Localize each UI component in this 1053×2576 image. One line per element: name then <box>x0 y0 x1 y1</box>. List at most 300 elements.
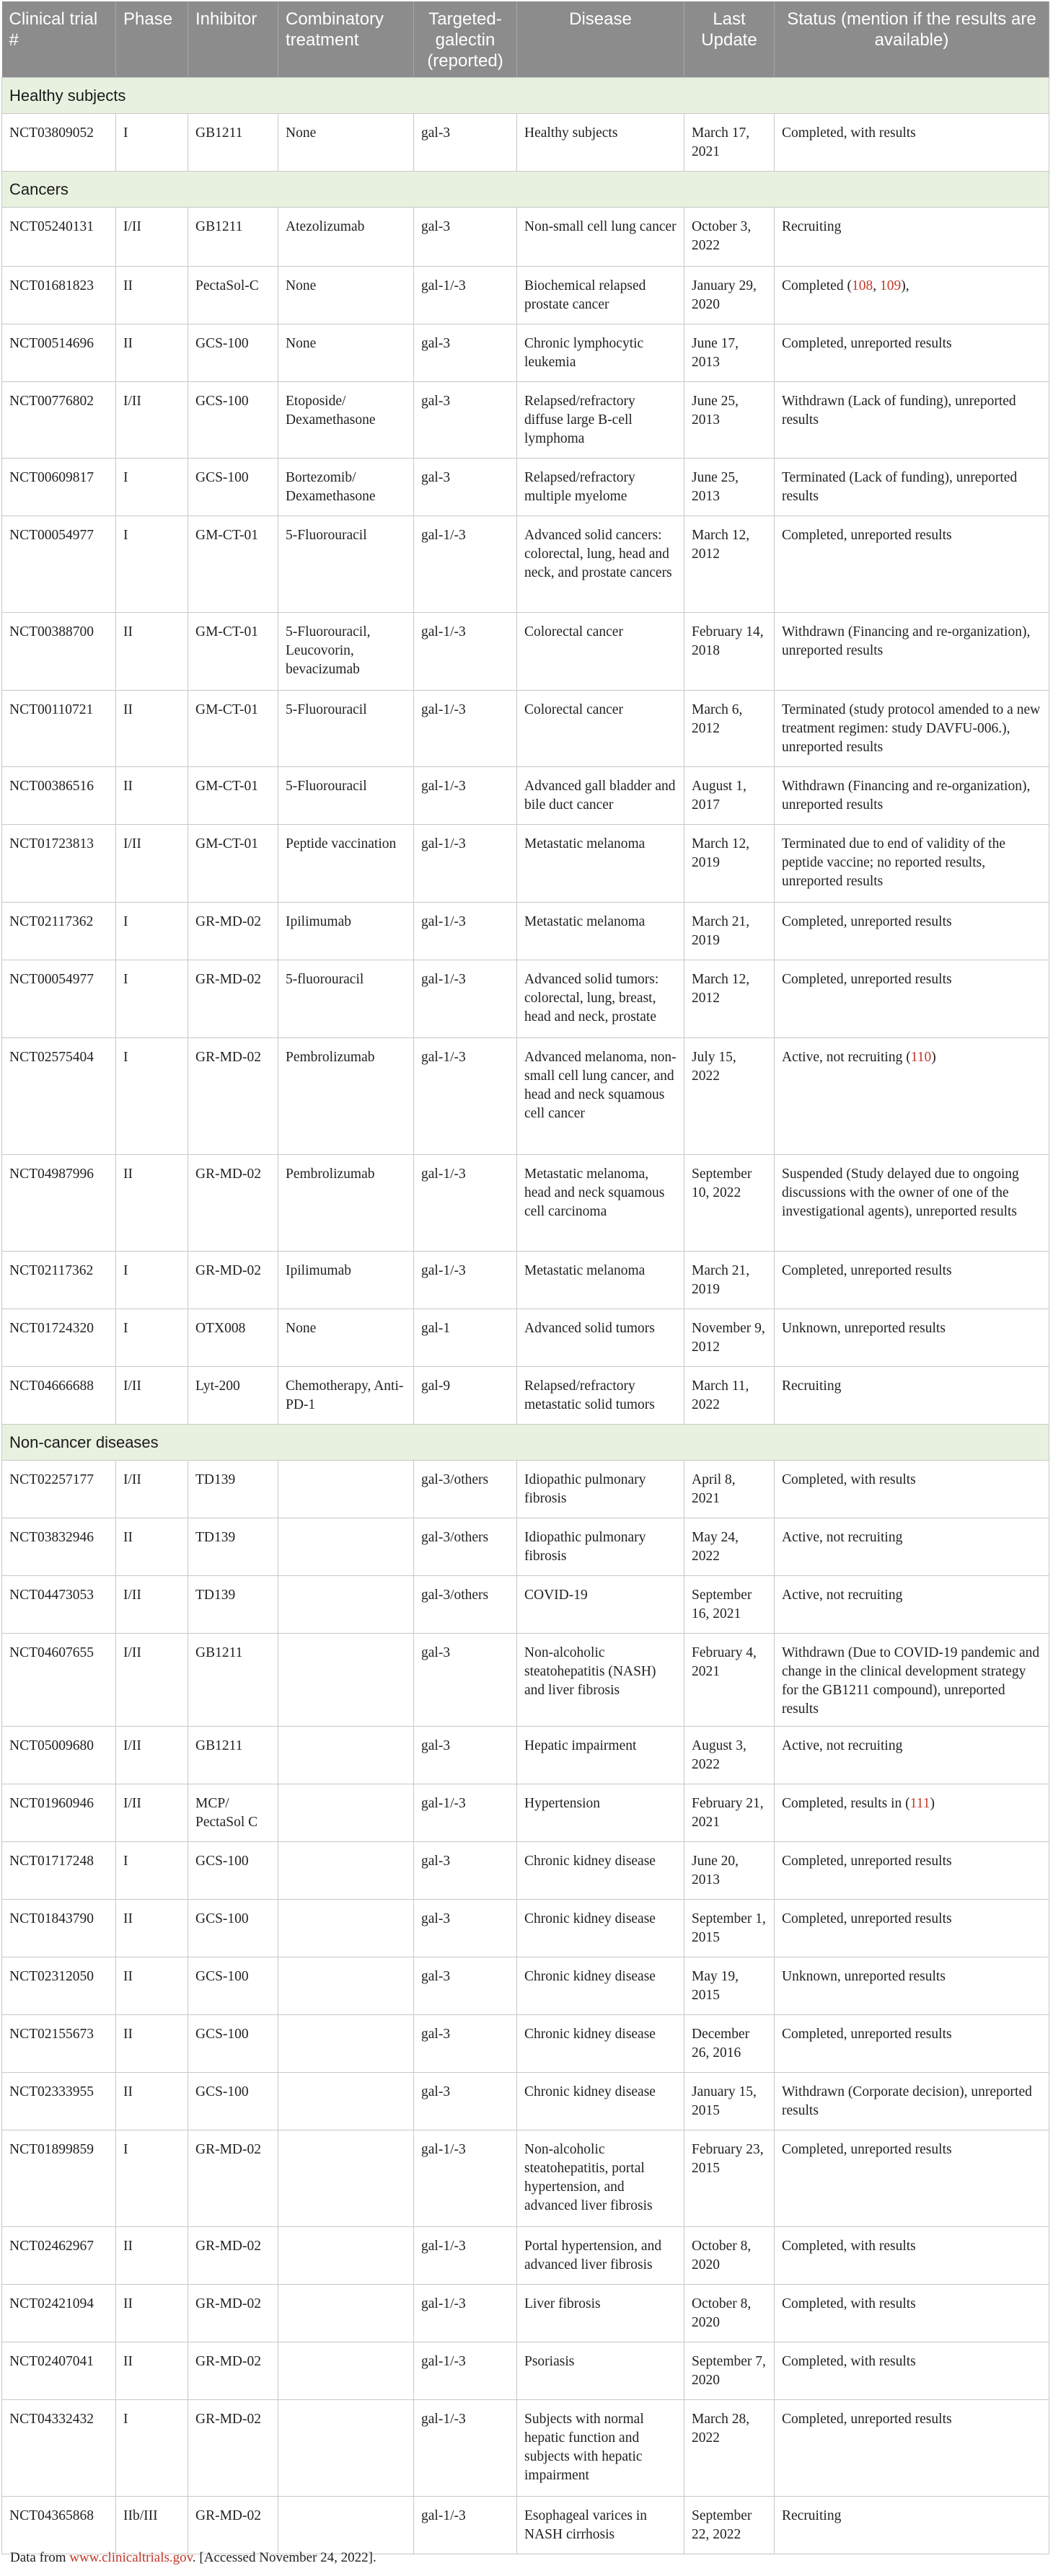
cell-phase: II <box>116 767 188 825</box>
cell-targeted-galectin: gal-3 <box>414 1727 517 1784</box>
reference-link[interactable]: 111 <box>909 1796 930 1811</box>
table-row <box>2 2285 1049 2342</box>
cell-status: Recruiting <box>775 1367 1049 1425</box>
cell-status: Completed, unreported results <box>775 1900 1049 1957</box>
table-row <box>2 1461 1049 1518</box>
cell-targeted-galectin: gal-1/-3 <box>414 1038 517 1155</box>
cell-disease: Non-small cell lung cancer <box>517 208 684 267</box>
cell-disease: Advanced melanoma, non-small cell lung cancer, and head and neck squamous cell cancer <box>517 1038 684 1155</box>
header-targeted-galectin: Targeted-galectin (reported) <box>414 1 517 78</box>
cell-combinatory-treatment: 5-Fluorouracil <box>278 767 414 825</box>
cell-status: Unknown, unreported results <box>775 1957 1049 2015</box>
cell-last-update: October 8, 2020 <box>684 2285 775 2342</box>
cell-status: Completed, with results <box>775 114 1049 172</box>
table-row <box>2 1252 1049 1309</box>
header-phase: Phase <box>116 1 188 78</box>
cell-inhibitor: GM-CT-01 <box>188 516 278 613</box>
cell-phase: II <box>116 2285 188 2342</box>
cell-last-update: February 14, 2018 <box>684 613 775 691</box>
cell-combinatory-treatment <box>278 1518 414 1576</box>
cell-trial-id: NCT05240131 <box>2 208 116 267</box>
cell-status: Withdrawn (Due to COVID-19 pandemic and change in the clinical development strategy for the GB1211 compound), unreported results <box>775 1634 1049 1727</box>
cell-disease: Relapsed/refractory diffuse large B-cell lymphoma <box>517 382 684 459</box>
table-row <box>2 960 1049 1038</box>
cell-combinatory-treatment <box>278 2400 414 2497</box>
cell-trial-id: NCT04987996 <box>2 1155 116 1252</box>
cell-trial-id: NCT05009680 <box>2 1727 116 1784</box>
cell-status: Recruiting <box>775 2497 1049 2554</box>
cell-last-update: January 29, 2020 <box>684 267 775 324</box>
cell-phase: II <box>116 1957 188 2015</box>
cell-combinatory-treatment <box>278 1957 414 2015</box>
cell-trial-id: NCT04365868 <box>2 2497 116 2554</box>
cell-trial-id: NCT01717248 <box>2 1842 116 1900</box>
cell-combinatory-treatment <box>278 1461 414 1518</box>
cell-status: Active, not recruiting <box>775 1518 1049 1576</box>
cell-combinatory-treatment <box>278 1900 414 1957</box>
cell-last-update: March 6, 2012 <box>684 691 775 767</box>
cell-status <box>775 267 1049 324</box>
cell-last-update: December 26, 2016 <box>684 2015 775 2073</box>
cell-trial-id: NCT01681823 <box>2 267 116 324</box>
cell-trial-id: NCT01960946 <box>2 1784 116 1842</box>
section-title: Healthy subjects <box>2 78 1049 114</box>
header-disease: Disease <box>517 1 684 78</box>
cell-phase: I <box>116 1842 188 1900</box>
cell-combinatory-treatment: 5-Fluorouracil <box>278 691 414 767</box>
table-row <box>2 324 1049 382</box>
cell-targeted-galectin: gal-1/-3 <box>414 1252 517 1309</box>
cell-combinatory-treatment <box>278 2073 414 2130</box>
cell-targeted-galectin: gal-3 <box>414 324 517 382</box>
table-row <box>2 516 1049 613</box>
cell-phase: IIb/III <box>116 2497 188 2554</box>
cell-status: Completed, with results <box>775 2285 1049 2342</box>
cell-inhibitor: GM-CT-01 <box>188 767 278 825</box>
cell-status: Completed, unreported results <box>775 2015 1049 2073</box>
table-row <box>2 459 1049 516</box>
cell-last-update: November 9, 2012 <box>684 1309 775 1367</box>
footnote-suffix: . [Accessed November 24, 2022]. <box>192 2550 376 2565</box>
cell-targeted-galectin: gal-1/-3 <box>414 2342 517 2400</box>
cell-phase: II <box>116 1518 188 1576</box>
cell-combinatory-treatment: Atezolizumab <box>278 208 414 267</box>
cell-inhibitor: GCS-100 <box>188 459 278 516</box>
footnote-link[interactable]: www.clinicaltrials.gov <box>69 2550 193 2565</box>
cell-trial-id: NCT03832946 <box>2 1518 116 1576</box>
cell-targeted-galectin: gal-1/-3 <box>414 2497 517 2554</box>
header-combinatory-treatment: Combinatory treatment <box>278 1 414 78</box>
cell-trial-id: NCT00776802 <box>2 382 116 459</box>
table-row <box>2 1900 1049 1957</box>
cell-inhibitor: TD139 <box>188 1576 278 1634</box>
cell-last-update: June 17, 2013 <box>684 324 775 382</box>
table-row <box>2 1367 1049 1425</box>
cell-disease: Colorectal cancer <box>517 691 684 767</box>
cell-status: Withdrawn (Financing and re-organization), unreported results <box>775 767 1049 825</box>
cell-status: Terminated (Lack of funding), unreported results <box>775 459 1049 516</box>
footnote <box>10 2550 376 2566</box>
cell-status <box>775 1784 1049 1842</box>
cell-last-update: May 19, 2015 <box>684 1957 775 2015</box>
cell-trial-id: NCT00386516 <box>2 767 116 825</box>
cell-targeted-galectin: gal-3 <box>414 1900 517 1957</box>
cell-last-update: October 3, 2022 <box>684 208 775 267</box>
cell-targeted-galectin: gal-1/-3 <box>414 516 517 613</box>
reference-link[interactable]: 110 <box>910 1050 932 1065</box>
cell-targeted-galectin: gal-3 <box>414 2015 517 2073</box>
cell-disease: Chronic kidney disease <box>517 1900 684 1957</box>
cell-combinatory-treatment: Etoposide/ Dexamethasone <box>278 382 414 459</box>
cell-combinatory-treatment: Ipilimumab <box>278 1252 414 1309</box>
cell-disease: Advanced gall bladder and bile duct cancer <box>517 767 684 825</box>
cell-trial-id: NCT02257177 <box>2 1461 116 1518</box>
cell-targeted-galectin: gal-1/-3 <box>414 2130 517 2227</box>
cell-targeted-galectin: gal-3 <box>414 1957 517 2015</box>
cell-status: Withdrawn (Lack of funding), unreported results <box>775 382 1049 459</box>
cell-last-update: September 7, 2020 <box>684 2342 775 2400</box>
cell-inhibitor: PectaSol-C <box>188 267 278 324</box>
table-row <box>2 613 1049 691</box>
table-row <box>2 1038 1049 1155</box>
cell-inhibitor: GCS-100 <box>188 1957 278 2015</box>
cell-disease: Chronic kidney disease <box>517 1957 684 2015</box>
cell-targeted-galectin: gal-1/-3 <box>414 2285 517 2342</box>
table-body <box>2 78 1049 2554</box>
cell-combinatory-treatment: None <box>278 1309 414 1367</box>
cell-last-update: September 22, 2022 <box>684 2497 775 2554</box>
cell-status: Unknown, unreported results <box>775 1309 1049 1367</box>
table-row <box>2 1155 1049 1252</box>
cell-combinatory-treatment: Peptide vaccination <box>278 825 414 903</box>
cell-status: Withdrawn (Corporate decision), unreported results <box>775 2073 1049 2130</box>
table-row <box>2 2497 1049 2554</box>
cell-phase: I/II <box>116 825 188 903</box>
table-row <box>2 1309 1049 1367</box>
cell-last-update: February 23, 2015 <box>684 2130 775 2227</box>
cell-combinatory-treatment <box>278 2285 414 2342</box>
cell-phase: II <box>116 2015 188 2073</box>
cell-inhibitor: GCS-100 <box>188 2015 278 2073</box>
cell-status: Completed, unreported results <box>775 2130 1049 2227</box>
cell-disease: Liver fibrosis <box>517 2285 684 2342</box>
cell-targeted-galectin: gal-9 <box>414 1367 517 1425</box>
cell-disease: Relapsed/refractory metastatic solid tumors <box>517 1367 684 1425</box>
cell-status: Suspended (Study delayed due to ongoing discussions with the owner of one of the investigational agents), unreported results <box>775 1155 1049 1252</box>
cell-disease: Relapsed/refractory multiple myelome <box>517 459 684 516</box>
cell-inhibitor: GR-MD-02 <box>188 903 278 960</box>
header-inhibitor: Inhibitor <box>188 1 278 78</box>
cell-inhibitor: TD139 <box>188 1518 278 1576</box>
cell-targeted-galectin: gal-3 <box>414 1842 517 1900</box>
cell-status: Completed, unreported results <box>775 1252 1049 1309</box>
cell-combinatory-treatment: None <box>278 267 414 324</box>
cell-status: Completed, unreported results <box>775 903 1049 960</box>
cell-inhibitor: GR-MD-02 <box>188 2130 278 2227</box>
cell-status: Completed, unreported results <box>775 516 1049 613</box>
cell-phase: I/II <box>116 1576 188 1634</box>
cell-last-update: April 8, 2021 <box>684 1461 775 1518</box>
cell-inhibitor: GB1211 <box>188 114 278 172</box>
cell-targeted-galectin: gal-1/-3 <box>414 267 517 324</box>
header-trial: Clinical trial # <box>2 1 116 78</box>
table-row <box>2 1518 1049 1576</box>
reference-link[interactable]: 109 <box>879 278 902 293</box>
cell-disease: Biochemical relapsed prostate cancer <box>517 267 684 324</box>
cell-targeted-galectin: gal-3 <box>414 459 517 516</box>
table-row <box>2 382 1049 459</box>
cell-phase: I/II <box>116 1367 188 1425</box>
cell-trial-id: NCT02312050 <box>2 1957 116 2015</box>
reference-link[interactable]: 108 <box>851 278 873 293</box>
status-text: , <box>873 278 880 293</box>
cell-status: Completed, unreported results <box>775 2400 1049 2497</box>
cell-last-update: March 21, 2019 <box>684 1252 775 1309</box>
cell-phase: II <box>116 613 188 691</box>
cell-status <box>775 1038 1049 1155</box>
cell-disease: Subjects with normal hepatic function and subjects with hepatic impairment <box>517 2400 684 2497</box>
table-row <box>2 2073 1049 2130</box>
cell-status: Active, not recruiting <box>775 1576 1049 1634</box>
cell-status: Completed, unreported results <box>775 960 1049 1038</box>
cell-trial-id: NCT04332432 <box>2 2400 116 2497</box>
cell-status: Active, not recruiting <box>775 1727 1049 1784</box>
cell-targeted-galectin: gal-1/-3 <box>414 1155 517 1252</box>
cell-phase: II <box>116 1155 188 1252</box>
cell-targeted-galectin: gal-1/-3 <box>414 825 517 903</box>
header-status: Status (mention if the results are available) <box>775 1 1049 78</box>
cell-phase: I/II <box>116 1634 188 1727</box>
cell-phase: I <box>116 960 188 1038</box>
cell-trial-id: NCT02155673 <box>2 2015 116 2073</box>
cell-trial-id: NCT02421094 <box>2 2285 116 2342</box>
cell-disease: Chronic lymphocytic leukemia <box>517 324 684 382</box>
cell-trial-id: NCT00609817 <box>2 459 116 516</box>
cell-status: Completed, with results <box>775 2342 1049 2400</box>
cell-combinatory-treatment <box>278 1634 414 1727</box>
cell-inhibitor: Lyt-200 <box>188 1367 278 1425</box>
cell-combinatory-treatment <box>278 1842 414 1900</box>
cell-disease: Chronic kidney disease <box>517 2073 684 2130</box>
table-row <box>2 1784 1049 1842</box>
cell-disease: Chronic kidney disease <box>517 2015 684 2073</box>
cell-disease: Chronic kidney disease <box>517 1842 684 1900</box>
status-text: Completed, results in ( <box>782 1796 910 1811</box>
cell-last-update: September 10, 2022 <box>684 1155 775 1252</box>
cell-combinatory-treatment: Pembrolizumab <box>278 1155 414 1252</box>
cell-phase: I <box>116 2130 188 2227</box>
cell-phase: I <box>116 1038 188 1155</box>
cell-disease: Idiopathic pulmonary fibrosis <box>517 1461 684 1518</box>
status-text: ), <box>901 278 909 293</box>
cell-combinatory-treatment: 5-fluorouracil <box>278 960 414 1038</box>
table-row <box>2 1842 1049 1900</box>
cell-last-update: September 1, 2015 <box>684 1900 775 1957</box>
cell-last-update: June 20, 2013 <box>684 1842 775 1900</box>
cell-combinatory-treatment <box>278 2227 414 2285</box>
cell-status: Completed, unreported results <box>775 324 1049 382</box>
cell-trial-id: NCT02575404 <box>2 1038 116 1155</box>
cell-targeted-galectin: gal-3/others <box>414 1461 517 1518</box>
status-text: Completed ( <box>782 278 852 293</box>
cell-disease: Portal hypertension, and advanced liver fibrosis <box>517 2227 684 2285</box>
cell-last-update: March 28, 2022 <box>684 2400 775 2497</box>
section-header <box>2 78 1049 114</box>
cell-disease: Metastatic melanoma <box>517 1252 684 1309</box>
cell-trial-id: NCT04607655 <box>2 1634 116 1727</box>
cell-disease: Hypertension <box>517 1784 684 1842</box>
table-row <box>2 1576 1049 1634</box>
cell-trial-id: NCT01899859 <box>2 2130 116 2227</box>
table-row <box>2 114 1049 172</box>
cell-targeted-galectin: gal-1/-3 <box>414 960 517 1038</box>
cell-targeted-galectin: gal-3 <box>414 208 517 267</box>
cell-inhibitor: GM-CT-01 <box>188 691 278 767</box>
cell-combinatory-treatment: 5-Fluorouracil, Leucovorin, bevacizumab <box>278 613 414 691</box>
cell-phase: I <box>116 516 188 613</box>
table-row <box>2 208 1049 267</box>
cell-combinatory-treatment: Pembrolizumab <box>278 1038 414 1155</box>
cell-inhibitor: GR-MD-02 <box>188 1038 278 1155</box>
cell-phase: I/II <box>116 208 188 267</box>
table-row <box>2 1634 1049 1727</box>
cell-phase: I/II <box>116 382 188 459</box>
cell-inhibitor: GB1211 <box>188 208 278 267</box>
cell-inhibitor: GCS-100 <box>188 1842 278 1900</box>
cell-last-update: August 3, 2022 <box>684 1727 775 1784</box>
cell-last-update: March 12, 2012 <box>684 516 775 613</box>
cell-targeted-galectin: gal-1/-3 <box>414 2400 517 2497</box>
cell-disease: Non-alcoholic steatohepatitis (NASH) and liver fibrosis <box>517 1634 684 1727</box>
cell-combinatory-treatment: Chemotherapy, Anti-PD-1 <box>278 1367 414 1425</box>
table-row <box>2 2015 1049 2073</box>
table-row <box>2 825 1049 903</box>
cell-inhibitor: GR-MD-02 <box>188 1252 278 1309</box>
cell-inhibitor: GB1211 <box>188 1634 278 1727</box>
status-text: ) <box>931 1050 936 1065</box>
cell-trial-id: NCT03809052 <box>2 114 116 172</box>
cell-combinatory-treatment <box>278 2342 414 2400</box>
table-row <box>2 691 1049 767</box>
cell-last-update: October 8, 2020 <box>684 2227 775 2285</box>
cell-phase: I <box>116 1252 188 1309</box>
cell-inhibitor: GR-MD-02 <box>188 2342 278 2400</box>
cell-combinatory-treatment: None <box>278 324 414 382</box>
section-header <box>2 1425 1049 1461</box>
cell-trial-id: NCT01723813 <box>2 825 116 903</box>
header-last-update: Last Update <box>684 1 775 78</box>
cell-inhibitor: GCS-100 <box>188 2073 278 2130</box>
table-row <box>2 1957 1049 2015</box>
cell-disease: Metastatic melanoma, head and neck squamous cell carcinoma <box>517 1155 684 1252</box>
status-text: ) <box>930 1796 935 1811</box>
cell-trial-id: NCT00110721 <box>2 691 116 767</box>
cell-disease: Advanced solid tumors: colorectal, lung, breast, head and neck, prostate <box>517 960 684 1038</box>
cell-inhibitor: TD139 <box>188 1461 278 1518</box>
cell-status: Withdrawn (Financing and re-organization), unreported results <box>775 613 1049 691</box>
cell-phase: I/II <box>116 1727 188 1784</box>
section-title: Cancers <box>2 172 1049 208</box>
cell-phase: I <box>116 459 188 516</box>
cell-last-update: March 12, 2012 <box>684 960 775 1038</box>
cell-targeted-galectin: gal-3 <box>414 114 517 172</box>
cell-trial-id: NCT00514696 <box>2 324 116 382</box>
cell-inhibitor: OTX008 <box>188 1309 278 1367</box>
table-row <box>2 767 1049 825</box>
cell-targeted-galectin: gal-1 <box>414 1309 517 1367</box>
cell-targeted-galectin: gal-1/-3 <box>414 903 517 960</box>
cell-trial-id: NCT01724320 <box>2 1309 116 1367</box>
cell-inhibitor: GB1211 <box>188 1727 278 1784</box>
cell-disease: Idiopathic pulmonary fibrosis <box>517 1518 684 1576</box>
cell-last-update: March 17, 2021 <box>684 114 775 172</box>
cell-phase: I <box>116 114 188 172</box>
cell-inhibitor: GR-MD-02 <box>188 960 278 1038</box>
cell-disease: COVID-19 <box>517 1576 684 1634</box>
cell-targeted-galectin: gal-3/others <box>414 1518 517 1576</box>
cell-trial-id: NCT02407041 <box>2 2342 116 2400</box>
cell-disease: Advanced solid cancers: colorectal, lung, head and neck, and prostate cancers <box>517 516 684 613</box>
section-title: Non-cancer diseases <box>2 1425 1049 1461</box>
cell-phase: I <box>116 1309 188 1367</box>
cell-combinatory-treatment <box>278 1727 414 1784</box>
cell-inhibitor: GR-MD-02 <box>188 1155 278 1252</box>
cell-targeted-galectin: gal-1/-3 <box>414 691 517 767</box>
cell-inhibitor: GCS-100 <box>188 382 278 459</box>
cell-combinatory-treatment <box>278 2130 414 2227</box>
cell-combinatory-treatment <box>278 1576 414 1634</box>
cell-trial-id: NCT02117362 <box>2 903 116 960</box>
cell-trial-id: NCT02117362 <box>2 1252 116 1309</box>
cell-disease: Advanced solid tumors <box>517 1309 684 1367</box>
cell-last-update: March 12, 2019 <box>684 825 775 903</box>
cell-phase: II <box>116 691 188 767</box>
cell-combinatory-treatment: Bortezomib/ Dexamethasone <box>278 459 414 516</box>
cell-trial-id: NCT00388700 <box>2 613 116 691</box>
cell-trial-id: NCT01843790 <box>2 1900 116 1957</box>
cell-last-update: March 21, 2019 <box>684 903 775 960</box>
section-header <box>2 172 1049 208</box>
cell-phase: II <box>116 324 188 382</box>
table-row <box>2 267 1049 324</box>
cell-status: Recruiting <box>775 208 1049 267</box>
cell-disease: Hepatic impairment <box>517 1727 684 1784</box>
table-row <box>2 1727 1049 1784</box>
cell-inhibitor: MCP/ PectaSol C <box>188 1784 278 1842</box>
cell-combinatory-treatment: None <box>278 114 414 172</box>
cell-combinatory-treatment <box>278 2015 414 2073</box>
cell-inhibitor: GCS-100 <box>188 324 278 382</box>
cell-last-update: June 25, 2013 <box>684 382 775 459</box>
cell-phase: I/II <box>116 1784 188 1842</box>
cell-disease: Metastatic melanoma <box>517 825 684 903</box>
cell-targeted-galectin: gal-1/-3 <box>414 613 517 691</box>
cell-targeted-galectin: gal-1/-3 <box>414 2227 517 2285</box>
cell-disease: Psoriasis <box>517 2342 684 2400</box>
cell-inhibitor: GR-MD-02 <box>188 2285 278 2342</box>
cell-last-update: May 24, 2022 <box>684 1518 775 1576</box>
cell-targeted-galectin: gal-1/-3 <box>414 1784 517 1842</box>
cell-disease: Healthy subjects <box>517 114 684 172</box>
cell-phase: II <box>116 267 188 324</box>
cell-inhibitor: GM-CT-01 <box>188 613 278 691</box>
cell-phase: I <box>116 903 188 960</box>
cell-last-update: January 15, 2015 <box>684 2073 775 2130</box>
cell-disease: Non-alcoholic steatohepatitis, portal hypertension, and advanced liver fibrosis <box>517 2130 684 2227</box>
cell-last-update: June 25, 2013 <box>684 459 775 516</box>
cell-phase: II <box>116 2342 188 2400</box>
cell-phase: I/II <box>116 1461 188 1518</box>
